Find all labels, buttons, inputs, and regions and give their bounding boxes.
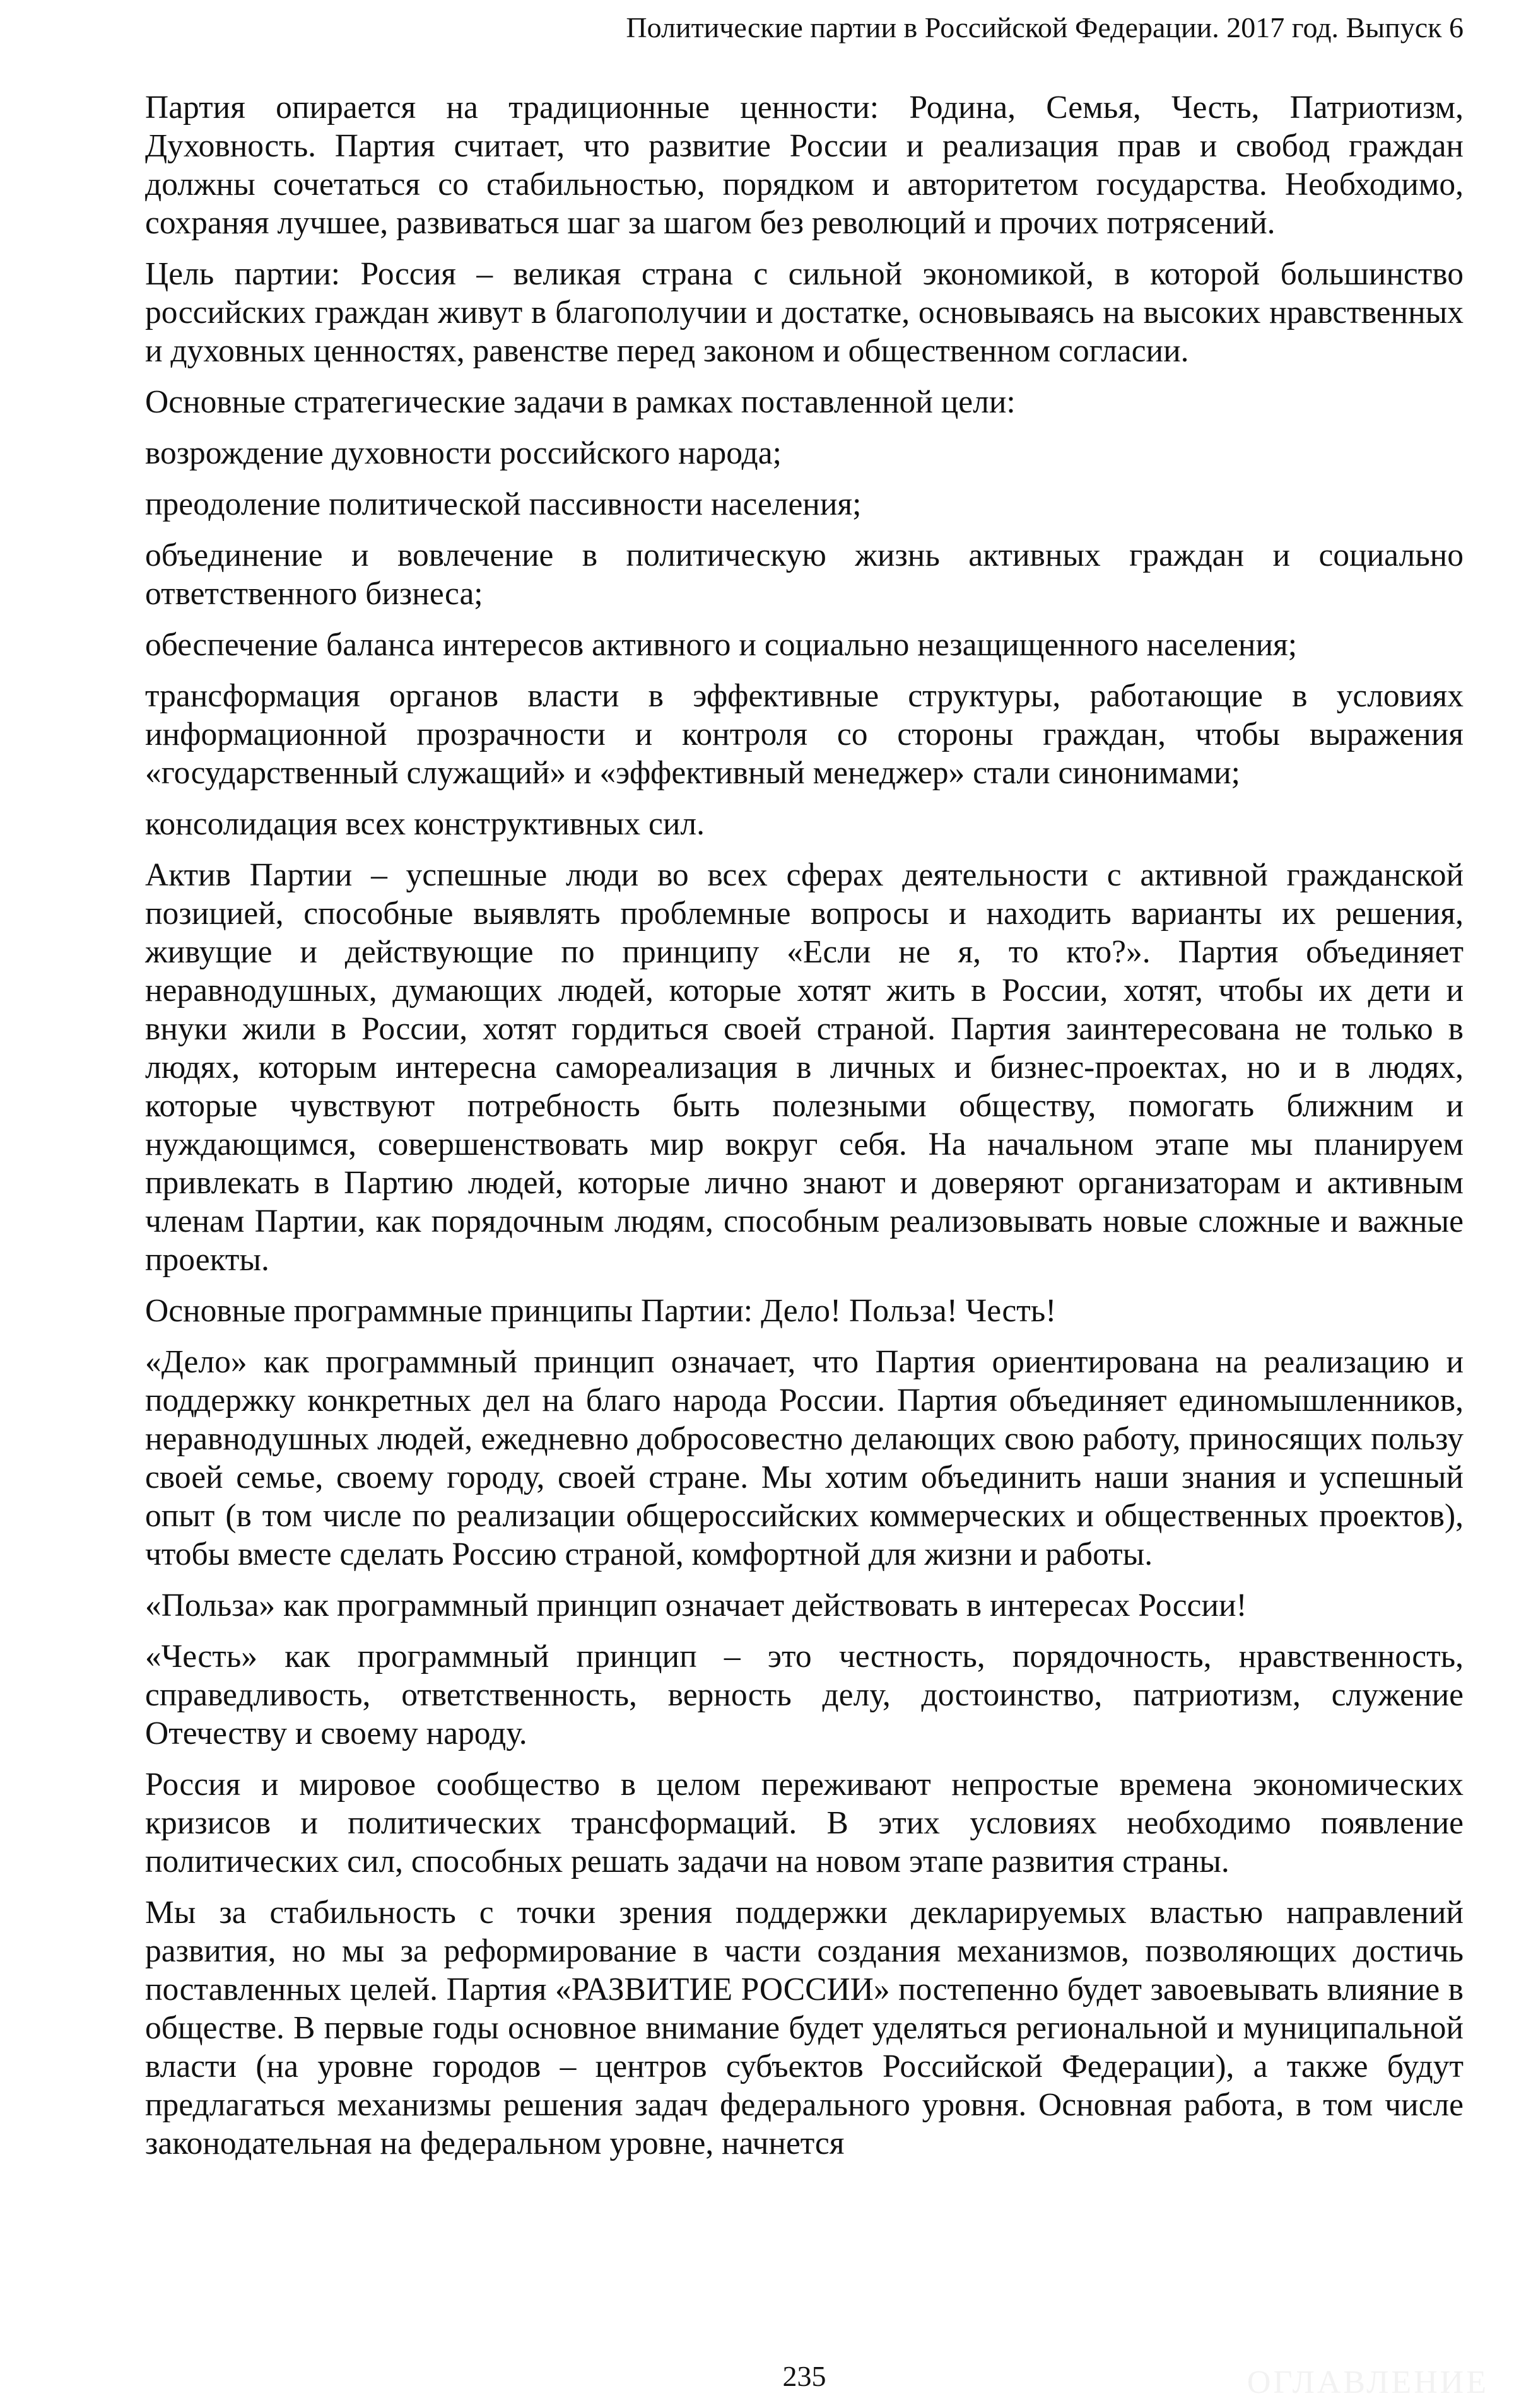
page-number: 235	[782, 2360, 826, 2392]
paragraph-principle-delo: «Дело» как программный принцип означает, что Партия ориентирована на реализацию и поддержку конкретных дел на благо народа России. Партия объединяет единомышленников, неравнодушных людей, ежедневно добросовестно делающих свою работу, приносящих пользу своей семье, своему городу, своей стране. Мы хотим объединить наши знания и успешный опыт (в том числе по реализации общероссийских коммерческих и общественных проектов), чтобы вместе сделать Россию страной, комфортной для жизни и работы.	[145, 1344, 1464, 1572]
paragraph-stability-reform: Мы за стабильность с точки зрения поддержки декларируемых властью направлений развития, но мы за реформирование в части создания механизмов, позволяющих достичь поставленных целей. Партия «РАЗВИТИЕ РОССИИ» постепенно будет завоевывать влияние в обществе. В первые годы основное внимание будет уделяться региональной и муниципальной власти (на уровне городов – центров субъектов Российской Федерации), а также будут предлагаться механизмы решения задач федерального уровня. Основная работа, в том числе законодательная на федеральном уровне, начнется	[145, 1895, 1464, 2161]
list-item-task-spirituality: возрождение духовности российского народа;	[145, 435, 782, 471]
list-item-task-passivity: преодоление политической пассивности населения;	[145, 486, 862, 522]
paragraph-crisis-times: Россия и мировое сообщество в целом переживают непростые времена экономических кризисов и политических трансформаций. В этих условиях необходимо появление политических сил, способных решать задачи на новом этапе развития страны.	[145, 1767, 1464, 1879]
body-text	[145, 88, 1464, 2175]
paragraph-traditional-values: Партия опирается на традиционные ценности: Родина, Семья, Честь, Патриотизм, Духовность. Партия считает, что развитие России и реализация прав и свобод граждан должны сочетаться со стабильностью, порядком и авторитетом государства. Необходимо, сохраняя лучшее, развиваться шаг за шагом без революций и прочих потрясений.	[145, 90, 1464, 241]
list-item-task-unification: объединение и вовлечение в политическую жизнь активных граждан и социально ответственного бизнеса;	[145, 537, 1464, 612]
list-item-task-balance: обеспечение баланса интересов активного и социально незащищенного населения;	[145, 627, 1298, 663]
paragraph-principle-chest: «Честь» как программный принцип – это честность, порядочность, нравственность, справедливость, ответственность, верность делу, достоинство, патриотизм, служение Отечеству и своему народу.	[145, 1639, 1464, 1751]
running-header: Политические партии в Российской Федерации. 2017 год. Выпуск 6	[626, 11, 1464, 44]
table-of-contents-link[interactable]: ОГЛАВЛЕНИЕ	[1247, 2364, 1489, 2400]
document-page	[145, 0, 1464, 2408]
paragraph-principle-polza: «Польза» как программный принцип означает действовать в интересах России!	[145, 1587, 1247, 1623]
paragraph-program-principles: Основные программные принципы Партии: Дело! Польза! Честь!	[145, 1293, 1057, 1329]
paragraph-party-goal: Цель партии: Россия – великая страна с сильной экономикой, в которой большинство российских граждан живут в благополучии и достатке, основываясь на высоких нравственных и духовных ценностях, равенстве перед законом и общественном согласии.	[145, 256, 1464, 369]
paragraph-strategic-tasks-intro: Основные стратегические задачи в рамках поставленной цели:	[145, 384, 1016, 420]
list-item-task-transformation: трансформация органов власти в эффективные структуры, работающие в условиях информационной прозрачности и контроля со стороны граждан, чтобы выражения «государственный служащий» и «эффективный менеджер» стали синонимами;	[145, 678, 1464, 791]
paragraph-party-activists: Актив Партии – успешные люди во всех сферах деятельности с активной гражданской позицией, способные выявлять проблемные вопросы и находить варианты их решения, живущие и действующие по принципу «Если не я, то кто?». Партия объединяет неравнодушных, думающих людей, которые хотят жить в России, хотят, чтобы их дети и внуки жили в России, хотят гордиться своей страной. Партия заинтересована не только в людях, которым интересна самореализация в личных и бизнес-проектах, но и в людях, которые чувствуют потребность быть полезными обществу, помогать ближним и нуждающимся, совершенствовать мир вокруг себя. На начальном этапе мы планируем привлекать в Партию людей, которые лично знают и доверяют организаторам и активным членам Партии, как порядочным людям, способным реализовывать новые сложные и важные проекты.	[145, 857, 1464, 1278]
list-item-task-consolidation: консолидация всех конструктивных сил.	[145, 806, 705, 842]
